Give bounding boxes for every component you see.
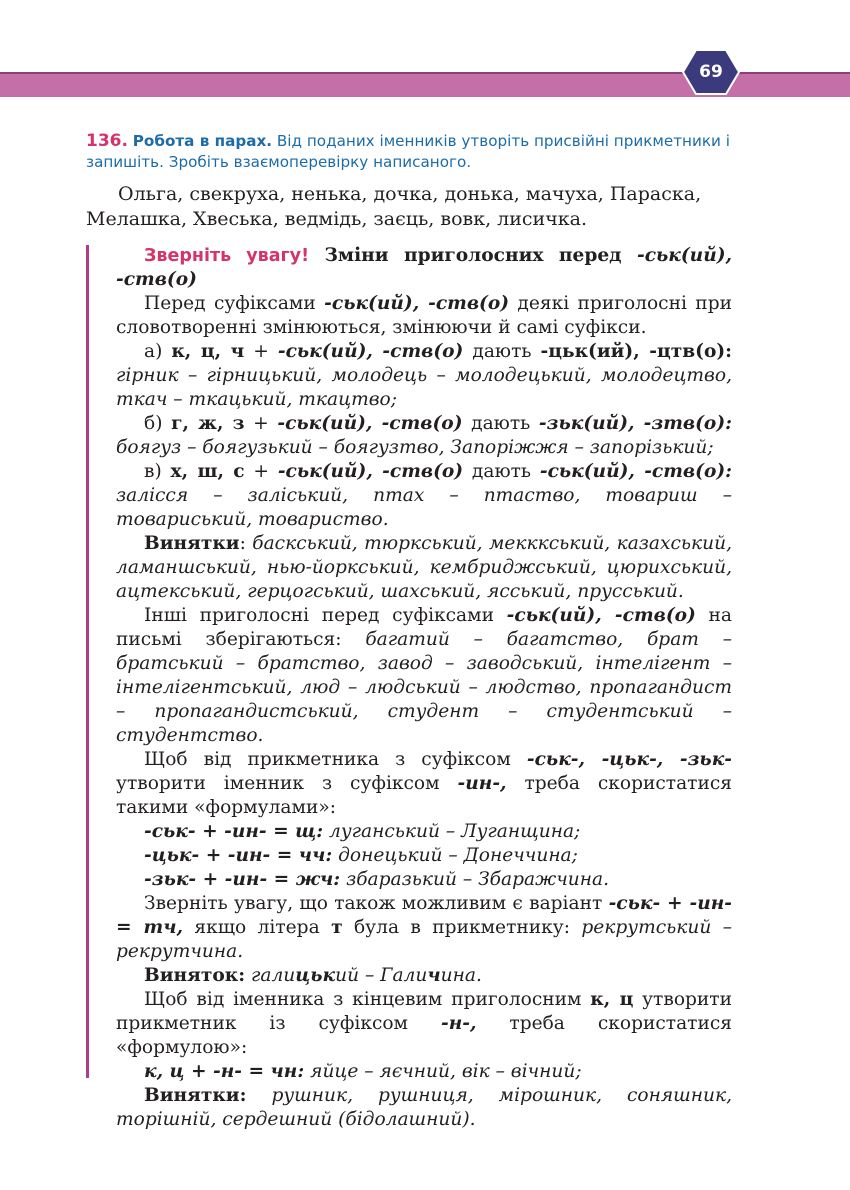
- p5-text-e: треба скористатися «формулою»:: [116, 1013, 732, 1058]
- p5-text-a: Щоб від іменника з кінцевим приголосним: [144, 989, 591, 1010]
- p1-suffix: -ськ(ий), -ств(о): [324, 293, 510, 314]
- item-b-give: дають: [462, 413, 539, 434]
- p5-letters: к, ц: [590, 989, 634, 1010]
- p4-example: рекрутський – рекрутчина.: [116, 917, 732, 962]
- exceptions-1-text: баскський, тюркський, мекккський, казахський, ламаншський, нью-йоркський, кембриджський, цюрихський, ацтекський, герцогський, шахський, ясський, прусський.: [116, 533, 732, 602]
- p3-text-a: Щоб від прикметника з суфіксом: [144, 749, 527, 770]
- p4-text-e: була в прикметнику:: [342, 917, 582, 938]
- item-a-plus: +: [244, 341, 278, 362]
- note-item-b: [116, 412, 732, 460]
- p4-text-c: якщо літера: [182, 917, 332, 938]
- item-a-letters: к, ц, ч: [171, 341, 245, 362]
- item-b-letters: г, ж, з: [171, 413, 245, 434]
- formula-2-rule: -цьк- + -ин- = чч:: [144, 845, 333, 866]
- page-number-badge: [682, 48, 740, 96]
- exceptions-1-label: Винятки: [144, 533, 240, 554]
- formula-2: [116, 844, 732, 868]
- p3-text-c: утворити іменник з суфіксом: [116, 773, 458, 794]
- formula-4-rule: к, ц + -н- = чн:: [144, 1061, 305, 1082]
- item-v-give: дають: [463, 461, 540, 482]
- item-a-give: дають: [463, 341, 541, 362]
- formula-1-example: луганський – Луганщина;: [323, 821, 581, 842]
- formula-4-example: яйце – яєчний, вік – вічний;: [304, 1061, 582, 1082]
- p2-examples: багатий – багатство, брат – братський – братство, завод – заводський, інтелігент – інтелігентський, люд – людський – людство, пропагандист – пропагандистський, студент – студентський – студентство.: [116, 629, 732, 746]
- exceptions-2-b: цьк: [295, 965, 336, 986]
- task-heading: Робота в парах.: [132, 132, 273, 150]
- task-136: [86, 131, 746, 173]
- attention-label: Зверніть увагу!: [144, 246, 310, 266]
- task-number: 136.: [86, 131, 128, 151]
- item-b-examples: боягуз – боягузький – боягузтво, Запоріжжя – запорізький;: [116, 437, 714, 458]
- p1-text-a: Перед суфіксами: [144, 293, 325, 314]
- note-paragraph-5: [116, 988, 732, 1060]
- p2-suffix: -ськ(ий), -ств(о): [506, 605, 696, 626]
- item-v-letters: х, ш, с: [170, 461, 245, 482]
- exceptions-2-a: гали: [245, 965, 296, 986]
- p3-suffixes: -ськ-, -цьк-, -зьк-: [526, 749, 733, 770]
- note-paragraph-2: [116, 604, 732, 748]
- note-paragraph-1: [116, 292, 732, 340]
- note-exceptions-1: [116, 532, 732, 604]
- task-text: Від поданих іменників утворіть присвійні прикметники і запишіть. Зробіть взаємоперевірку написаного.: [86, 132, 730, 171]
- exceptions-2-label: Виняток:: [144, 965, 246, 986]
- exceptions-2-c: ий – Гали: [335, 965, 428, 986]
- item-v-label: в): [144, 461, 171, 482]
- item-a-result: -цьк(ий), -цтв(о):: [540, 341, 733, 362]
- formula-1: [116, 820, 732, 844]
- formula-1-rule: -ськ- + -ин- = щ:: [144, 821, 324, 842]
- note-rule: [86, 245, 89, 1078]
- item-v-result: -ськ(ий), -ств(о):: [539, 461, 733, 482]
- exceptions-1-colon: :: [239, 533, 253, 554]
- p2-text-c: на письмі зберігаються:: [116, 605, 733, 650]
- item-a-examples: гірник – гірницький, молодець – молодецький, молодецтво, ткач – ткацький, ткацтво;: [116, 365, 732, 410]
- note-item-v: [116, 460, 732, 532]
- note-exceptions-2: [116, 964, 732, 988]
- p3-suffix-in: -ин-,: [457, 773, 507, 794]
- item-b-plus: +: [244, 413, 278, 434]
- p4-letter: т: [331, 917, 343, 938]
- page-number: 69: [699, 62, 723, 82]
- p2-text-a: Інші приголосні перед суфіксами: [144, 605, 507, 626]
- rule-note: [116, 244, 732, 1132]
- item-v-plus: +: [244, 461, 278, 482]
- note-paragraph-3: [116, 748, 732, 820]
- note-exceptions-3: [116, 1084, 732, 1132]
- word-list: [86, 182, 736, 232]
- exceptions-2-d: ч: [427, 965, 441, 986]
- item-b-result: -зьк(ий), -зтв(о):: [538, 413, 732, 434]
- p4-text-a: Зверніть увагу, що також можливим є варіант: [144, 893, 609, 914]
- formula-3-rule: -зьк- + -ин- = жч:: [144, 869, 341, 890]
- note-title-text: Зміни приголосних перед: [309, 245, 637, 266]
- exceptions-3-label: Винятки:: [144, 1085, 247, 1106]
- item-v-examples: залісся – заліський, птах – птаство, товариш – товариський, товариство.: [116, 485, 732, 530]
- formula-4: [116, 1060, 732, 1084]
- item-b-suffix: -ськ(ий), -ств(о): [277, 413, 463, 434]
- p1-text-c: деякі приголосні при словотворенні змінюються, змінюючи й самі суфікси.: [116, 293, 732, 338]
- p3-text-e: треба скористатися такими «формулами»:: [116, 773, 732, 818]
- item-v-suffix: -ськ(ий), -ств(о): [277, 461, 464, 482]
- p4-formula: -ськ- + -ин- = тч,: [116, 893, 733, 938]
- p5-text-c: утворити прикметник із суфіксом: [116, 989, 732, 1034]
- word-list-line-1: Ольга, свекруха, ненька, дочка, донька, мачуха, Параска,: [118, 183, 702, 205]
- note-title: [116, 244, 732, 292]
- formula-3-example: збаразький – Збаражчина.: [340, 869, 609, 890]
- item-b-label: б): [144, 413, 172, 434]
- note-item-a: [116, 340, 732, 412]
- exceptions-3-text: рушник, рушниця, мірошник, соняшник, торішній, сердешний (бідолашний).: [116, 1085, 732, 1130]
- formula-3: [116, 868, 732, 892]
- note-paragraph-4: [116, 892, 732, 964]
- note-title-suffix: -ськ(ий), -ств(о): [116, 245, 732, 290]
- formula-2-example: донецький – Донеччина;: [332, 845, 578, 866]
- word-list-line-2: Мелашка, Хвеська, ведмідь, заєць, вовк, лисичка.: [86, 208, 587, 230]
- item-a-label: а): [144, 341, 172, 362]
- exceptions-2-e: ина.: [440, 965, 482, 986]
- item-a-suffix: -ськ(ий), -ств(о): [277, 341, 464, 362]
- p5-suffix: -н-,: [440, 1013, 477, 1034]
